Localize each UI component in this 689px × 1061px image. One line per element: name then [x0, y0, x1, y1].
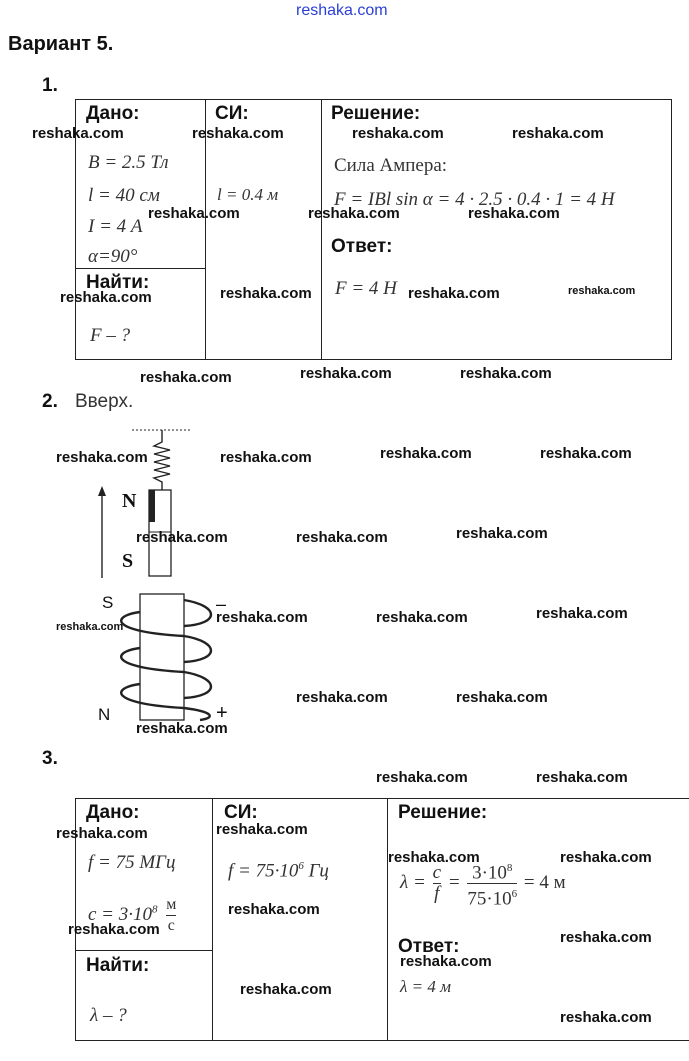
watermark: reshaka.com [460, 365, 552, 382]
given-c-exp: 8 [152, 903, 158, 916]
watermark: reshaka.com [568, 285, 636, 297]
task3-answer: λ = 4 м [400, 977, 451, 996]
task1-given-b: B = 2.5 Тл [88, 152, 169, 173]
task1-given-header: Дано: [86, 103, 140, 124]
task1-si-header: СИ: [215, 103, 249, 124]
watermark: reshaka.com [560, 929, 652, 946]
formula-den-base: 75·10 [467, 888, 512, 910]
watermark: reshaka.com [220, 285, 312, 302]
coil-top-pole: S [102, 593, 114, 612]
task1-given-alpha: α=90° [88, 246, 138, 267]
watermark: reshaka.com [536, 769, 628, 786]
watermark: reshaka.com [560, 849, 652, 866]
formula-den [467, 883, 517, 909]
task1-find-header: Найти: [86, 272, 150, 293]
watermark: reshaka.com [148, 205, 240, 222]
task3-given-f: f = 75 МГц [88, 852, 176, 873]
formula-num-exp: 8 [506, 862, 513, 874]
formula-lambda: λ = [400, 872, 426, 894]
formula-den-exp: 6 [511, 888, 518, 901]
formula-num-base: 3·10 [472, 862, 507, 884]
watermark: reshaka.com [240, 981, 332, 998]
watermark: reshaka.com [308, 205, 400, 222]
watermark: reshaka.com [376, 769, 468, 786]
task3-find-header: Найти: [86, 955, 150, 976]
watermark: reshaka.com [536, 605, 628, 622]
watermark: reshaka.com [408, 285, 500, 302]
spring [154, 430, 170, 490]
task1-given-i: I = 4 А [88, 216, 143, 237]
watermark: reshaka.com [540, 445, 632, 462]
task2-answer: Вверх. [75, 391, 134, 412]
task1-find: F – ? [90, 325, 131, 346]
formula-c: c [432, 862, 441, 884]
task3-given-header: Дано: [86, 802, 140, 823]
watermark: reshaka.com [192, 125, 284, 142]
given-c-unit-den: с [167, 917, 175, 934]
task2-number: 2. [42, 391, 58, 412]
task1-answer: F = 4 Н [335, 278, 397, 299]
task3-si-header: СИ: [224, 802, 258, 823]
watermark: reshaka.com [216, 821, 308, 838]
task3-find: λ – ? [90, 1005, 127, 1026]
watermark: reshaka.com [380, 445, 472, 462]
watermark: reshaka.com [456, 689, 548, 706]
watermark: reshaka.com [512, 125, 604, 142]
si-base: f = 75·10 [228, 860, 299, 882]
magnet-north-label: N [122, 490, 137, 512]
watermark: reshaka.com [300, 365, 392, 382]
watermark: reshaka.com [56, 449, 148, 466]
task1-solution-header: Решение: [331, 103, 421, 124]
watermark: reshaka.com [296, 689, 388, 706]
task3-si-value [228, 860, 329, 882]
watermark: reshaka.com [56, 825, 148, 842]
watermark: reshaka.com [468, 205, 560, 222]
watermark: reshaka.com [220, 449, 312, 466]
magnet-south-label: S [122, 550, 134, 572]
watermark: reshaka.com [140, 369, 232, 386]
plus-terminal: + [216, 702, 228, 724]
watermark: reshaka.com [32, 125, 124, 142]
watermark: reshaka.com [228, 901, 320, 918]
watermark: reshaka.com [296, 529, 388, 546]
task1-solution-label: Сила Ампера: [334, 155, 448, 176]
task3-solution-header: Решение: [398, 802, 488, 823]
watermark: reshaka.com [136, 529, 228, 546]
formula-result: = 4 м [523, 872, 566, 894]
si-unit: Гц [308, 860, 329, 882]
task1-given-l: l = 40 см [88, 185, 160, 206]
si-exp: 6 [298, 860, 304, 872]
watermark: reshaka.com [216, 609, 308, 626]
watermark: reshaka.com [456, 525, 548, 542]
given-c-unit-num: м [166, 896, 177, 913]
minus-terminal: – [216, 594, 227, 614]
watermark: reshaka.com [136, 720, 228, 737]
watermark: reshaka.com [56, 621, 124, 633]
watermark: reshaka.com [400, 953, 492, 970]
watermark: reshaka.com [376, 609, 468, 626]
task3-number: 3. [42, 748, 58, 769]
task1-formula: F = IBl sin α = 4 · 2.5 · 0.4 · 1 = 4 Н [334, 189, 615, 210]
task1-number: 1. [42, 75, 58, 96]
task1-si-value: l = 0.4 м [217, 185, 279, 204]
watermark: reshaka.com [60, 289, 152, 306]
watermark: reshaka.com [560, 1009, 652, 1026]
given-c-base: c = 3·10 [88, 903, 153, 925]
watermark: reshaka.com [352, 125, 444, 142]
task3-answer-header: Ответ: [398, 936, 460, 957]
formula-f: f [434, 883, 440, 905]
watermark: reshaka.com [388, 849, 480, 866]
site-watermark-top[interactable]: reshaka.com [296, 2, 388, 19]
variant-title: Вариант 5. [8, 33, 114, 55]
magnet-coil-diagram [80, 420, 250, 730]
coil-core [140, 594, 184, 720]
task3-formula: λ = $\frac{c}{f}$ = $\frac{3\cdot 10^8}{75\cdot 10^6}$ = 4 м [400, 858, 566, 910]
watermark: reshaka.com [68, 921, 160, 938]
coil-bottom-pole: N [98, 705, 111, 724]
task1-answer-header: Ответ: [331, 236, 393, 257]
